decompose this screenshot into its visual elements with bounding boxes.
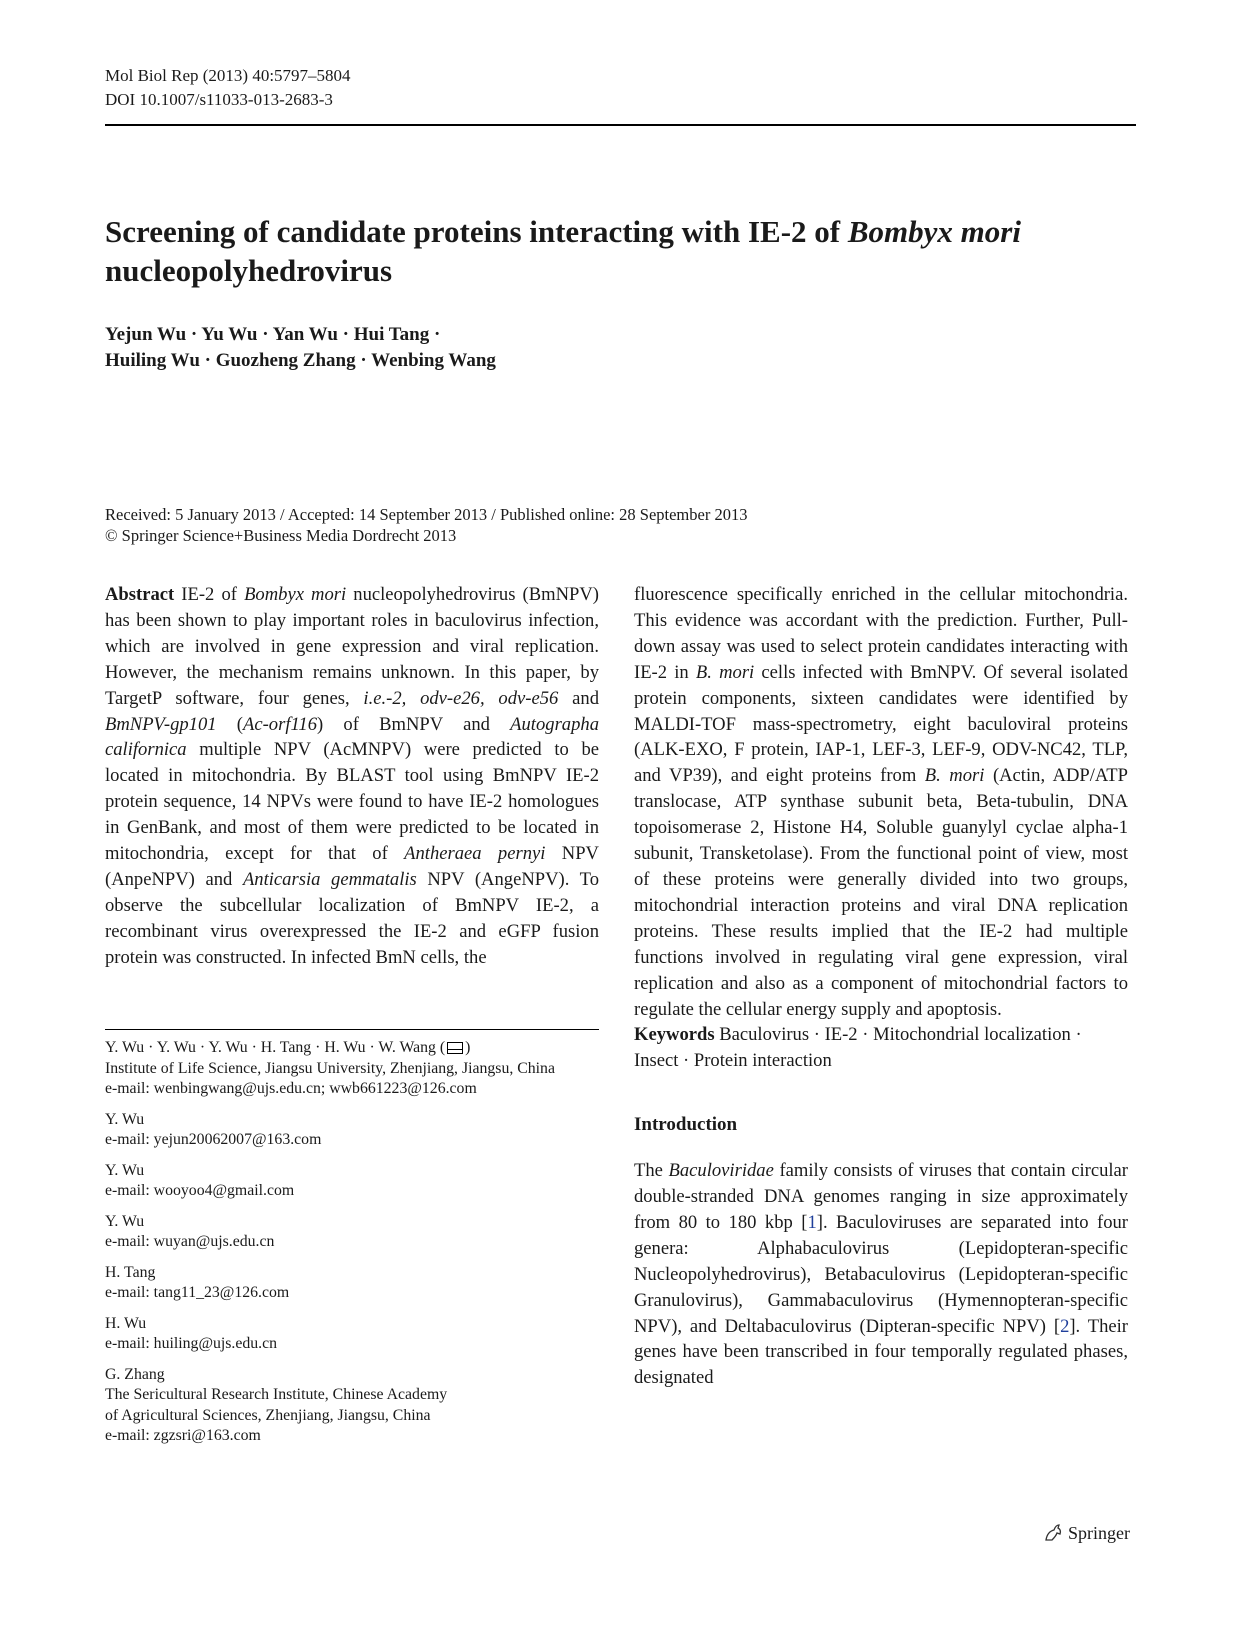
email-link[interactable]: e-mail: huiling@ujs.edu.cn: [105, 1335, 278, 1352]
email-link[interactable]: e-mail: zgzsri@163.com: [105, 1427, 261, 1444]
affiliation-entry: G. Zhang The Sericultural Research Institute, Chinese Academy of Agricultural Sciences, Zhenjiang, Jiangsu, China e-mail: zgzsri@163.com: [105, 1365, 599, 1447]
email-link[interactable]: e-mail: wuyan@ujs.edu.cn: [105, 1233, 275, 1250]
footnote-divider: [105, 1029, 599, 1030]
keywords-heading: Keywords: [634, 1024, 715, 1046]
springer-horse-icon: [1042, 1522, 1064, 1544]
affiliation-entry: H. Wu e-mail: huiling@ujs.edu.cn: [105, 1314, 599, 1355]
header-rule: [105, 124, 1136, 126]
email-link[interactable]: e-mail: tang11_23@126.com: [105, 1284, 290, 1301]
publication-dates: [105, 504, 747, 546]
citation-link[interactable]: 2: [1060, 1315, 1070, 1337]
abstract-left-column: [105, 582, 599, 971]
email-link[interactable]: e-mail: wooyoo4@gmail.com: [105, 1182, 295, 1199]
publisher-footer: [1042, 1521, 1130, 1545]
email-link[interactable]: e-mail: yejun20062007@163.com: [105, 1131, 322, 1148]
envelope-icon: [447, 1042, 463, 1054]
received-accepted-line: Received: 5 January 2013 / Accepted: 14 September 2013 / Published online: 28 September 2013: [105, 505, 748, 524]
article-title: Screening of candidate proteins interacting with IE-2 of Bombyx mori nucleopolyhedrovirus: [105, 214, 1021, 288]
journal-citation: Mol Biol Rep (2013) 40:5797–5804: [105, 66, 351, 85]
abstract-continuation: fluorescence specifically enriched in the cellular mitochondria. This evidence was accordant with the prediction. Further, Pull-down assay was used to select protein candidates interacting with IE-2 in B. mori cells infected with BmNPV. Of several isolated protein components, sixteen candidates were identified by MALDI-TOF mass-spectrometry, eight baculoviral proteins (ALK-EXO, F protein, IAP-1, LEF-3, LEF-9, ODV-NC42, TLP, and VP39), and eight proteins from B. mori (Actin, ADP/ATP translocase, ATP synthase subunit beta, Beta-tubulin, DNA topoisomerase 2, Histone H4, Soluble guanylyl cyclae alpha-1 subunit, Transketolase). From the functional point of view, most of these proteins were generally divided into two groups, mitochondrial interaction proteins and viral DNA replication proteins. These results implied that the IE-2 had multiple functions involved in regulating viral gene expression, viral replication and also as a component of mitochondrial factors to regulate the cellular energy supply and apoptosis.: [634, 584, 1128, 1020]
introduction-heading: Introduction: [634, 1114, 738, 1136]
author-line-1: Yejun Wu · Yu Wu · Yan Wu · Hui Tang ·: [105, 324, 441, 345]
affiliation-main: Y. Wu · Y. Wu · Y. Wu · H. Tang · H. Wu · W. Wang ( ) Institute of Life Science, Jiangsu University, Zhenjiang, Jiangsu, China e-mail: wenbingwang@ujs.edu.cn; wwb661223@126.com: [105, 1038, 599, 1100]
introduction-paragraph: The Baculoviridae family consists of viruses that contain circular double-stranded DNA genomes ranging in size approximately from 80 to 180 kbp [1]. Baculoviruses are separated into four genera: Alphabaculovirus (Lepidopteran-specific Nucleopolyhedrovirus), Betabaculovirus (Lepidopteran-specific Granulovirus), Gammabaculovirus (Hymennopteran-specific NPV), and Deltabaculovirus (Dipteran-specific NPV) [2]. Their genes have been transcribed in four temporally regulated phases, designated: [634, 1160, 1128, 1389]
abstract-right-column: [634, 582, 1128, 1391]
author-line-2: Huiling Wu · Guozheng Zhang · Wenbing Wang: [105, 350, 496, 371]
abstract-heading: Abstract: [105, 584, 175, 605]
affiliation-entry: Y. Wu e-mail: yejun20062007@163.com: [105, 1110, 599, 1151]
affiliation-entry: Y. Wu e-mail: wuyan@ujs.edu.cn: [105, 1212, 599, 1253]
affiliation-entry: H. Tang e-mail: tang11_23@126.com: [105, 1263, 599, 1304]
citation-link[interactable]: 1: [807, 1211, 817, 1233]
abstract-paragraph: Abstract IE-2 of Bombyx mori nucleopolyhedrovirus (BmNPV) has been shown to play important roles in baculovirus infection, which are involved in gene expression and viral replication. However, the mechanism remains unknown. In this paper, by TargetP software, four genes, i.e.-2, odv-e26, odv-e56 and BmNPV-gp101 (Ac-orf116) of BmNPV and Autographa californica multiple NPV (AcMNPV) were predicted to be located in mitochondria. By BLAST tool using BmNPV IE-2 protein sequence, 14 NPVs were found to have IE-2 homologues in GenBank, and most of them were predicted to be located in mitochondria, except for that of Antheraea pernyi NPV (AnpeNPV) and Anticarsia gemmatalis NPV (AngeNPV). To observe the subcellular localization of BmNPV IE-2, a recombinant virus overexpressed the IE-2 and eGFP fusion protein was constructed. In infected BmN cells, the: [105, 584, 599, 968]
keywords: Keywords Baculovirus · IE-2 · Mitochondrial localization · Insect · Protein interaction: [634, 1024, 1082, 1072]
journal-doi: DOI 10.1007/s11033-013-2683-3: [105, 90, 333, 109]
journal-header: [105, 64, 351, 112]
publisher-name: Springer: [1068, 1523, 1130, 1543]
copyright-line: © Springer Science+Business Media Dordrecht 2013: [105, 526, 457, 545]
affiliations: [105, 1038, 599, 1457]
author-list: [105, 322, 496, 374]
email-link[interactable]: e-mail: wenbingwang@ujs.edu.cn; wwb661223@126.com: [105, 1080, 477, 1097]
affiliation-entry: Y. Wu e-mail: wooyoo4@gmail.com: [105, 1161, 599, 1202]
